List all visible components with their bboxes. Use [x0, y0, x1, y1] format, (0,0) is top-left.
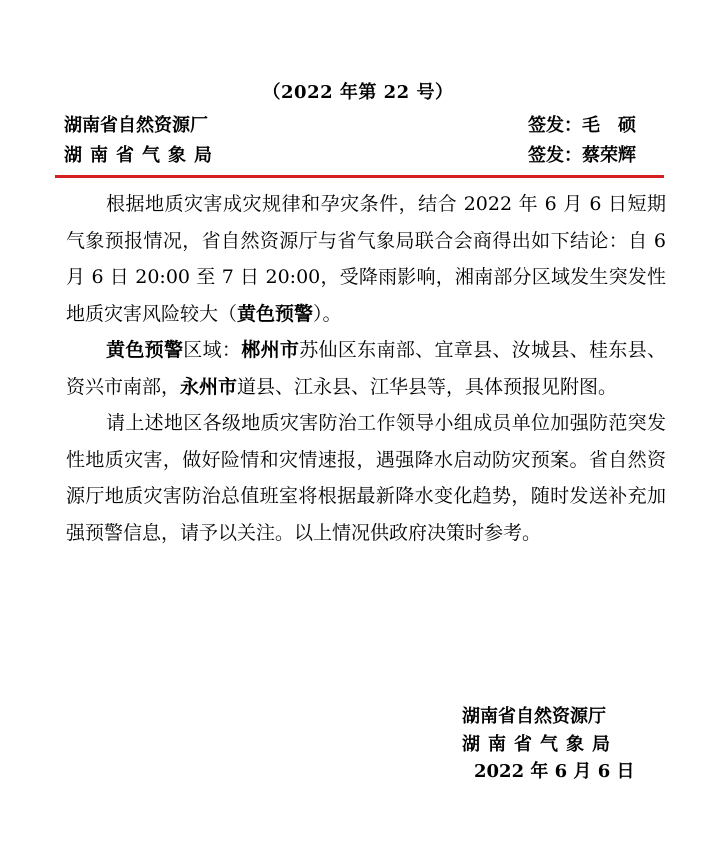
forecast-text-end: ）。 [313, 302, 342, 325]
forecast-text: 根据地质灾害成灾规律和孕灾条件，结合 2022 年 6 月 6 日短期气象预报情况，省自然资源厅与省气象局联合会商得出如下结论：自 6 月 6 日 20:00 至 7 日 20:00，受降雨影响，湘南部分区域发生突发性地质灾害风险较大（ [66, 193, 666, 325]
sender-org-1: 湖南省自然资源厂 [64, 115, 208, 136]
document-body [66, 186, 666, 551]
city-chenzhou: 郴州市 [241, 339, 300, 361]
sender-org-2: 湖南省气象局 [64, 145, 220, 166]
issue-number: （2022 年第 22 号） [262, 82, 454, 103]
warning-area-label: 黄色预警 [106, 339, 184, 361]
signature-block [462, 703, 634, 786]
sender-row-1 [64, 111, 636, 137]
paragraph-request: 请上述地区各级地质灾害防治工作领导小组成员单位加强防范突发性地质灾害，做好险情和灾情速报，遇强降水启动防灾预案。省自然资源厅地质灾害防治总值班室将根据最新降水变化趋势，随时发送补充加强预警信息，请予以关注。以上情况供政府决策时参考。 [66, 412, 666, 544]
signature-org-1: 湖南省自然资源厅 [462, 706, 606, 727]
signer-1: 签发：毛 硕 [528, 115, 636, 136]
signature-org-2: 湖南省气象局 [462, 733, 618, 755]
warning-level: 黄色预警 [237, 302, 314, 325]
paragraph-warning-area [66, 332, 666, 405]
yongzhou-areas: 道县、江永县、江华县等，具体预报见附图。 [237, 375, 618, 398]
paragraph-forecast [66, 186, 666, 332]
chenzhou-areas: 苏仙区东南部、宜章县、汝城县、桂东县、资兴市南部， [66, 339, 666, 398]
warning-area-suffix: 区域： [183, 339, 242, 361]
sender-row-2 [64, 141, 636, 167]
city-yongzhou: 永州市 [180, 375, 238, 398]
signature-date: 2022 年 6 月 6 日 [474, 761, 635, 782]
signer-2: 签发：蔡荣辉 [528, 145, 636, 166]
red-divider [55, 175, 664, 178]
